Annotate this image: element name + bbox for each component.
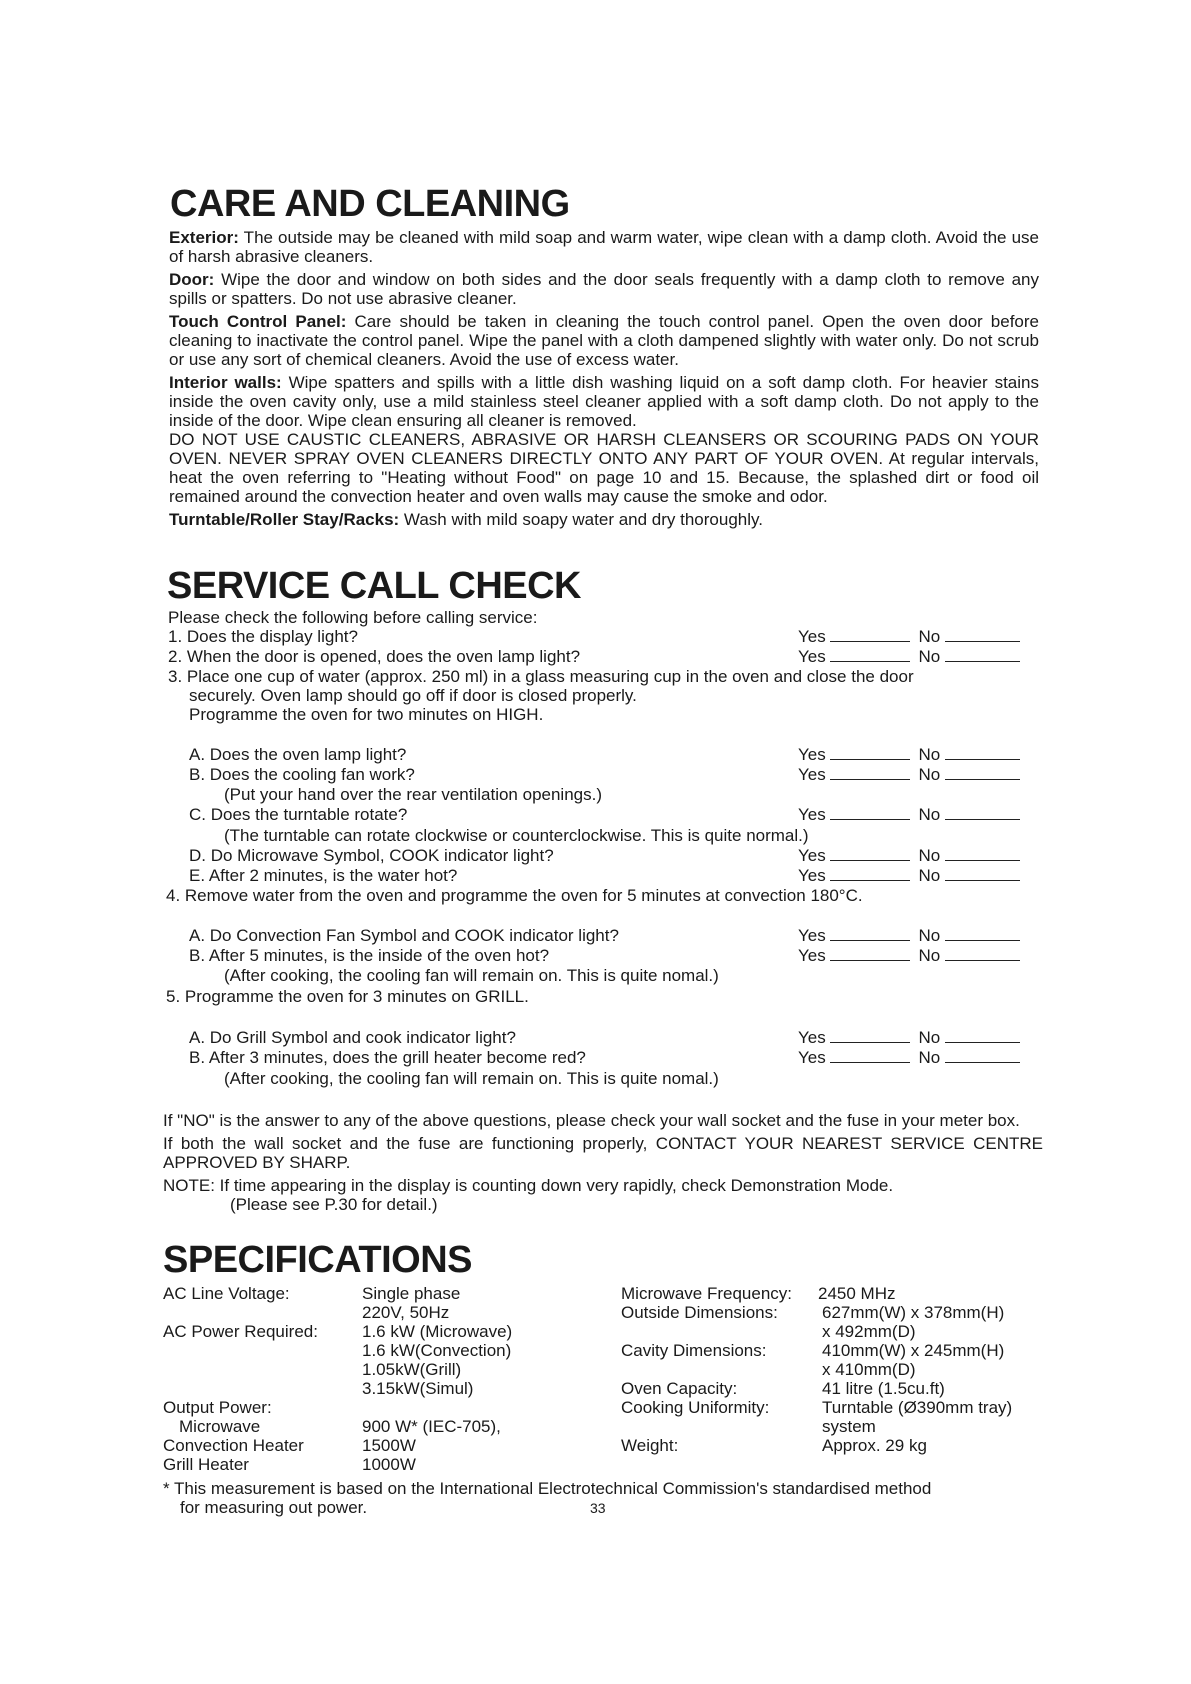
yes-label: Yes: [798, 765, 826, 784]
no-label: No: [918, 647, 941, 666]
convection-label: Convection Heater: [163, 1436, 304, 1455]
no-label: No: [918, 846, 941, 865]
exterior-paragraph: [169, 228, 1039, 266]
warning-paragraph: DO NOT USE CAUSTIC CLEANERS, ABRASIVE OR HARSH CLEANSERS OR SCOURING PADS ON YOUR OVEN. NEVER SPRAY OVEN CLEANERS DIRECTLY ONTO ANY PART OF YOUR OVEN. At regular intervals, heat the oven referring to "Heating without Food" on page 10 and 15. Because, the splashed dirt or food oil remained around the convection heater and oven walls may cause the smoke and odor.: [169, 430, 1039, 506]
answer-3c: [798, 805, 1020, 825]
panel-label: Touch Control Panel:: [169, 312, 347, 331]
page-number: 33: [590, 1500, 606, 1516]
ac-power-value-4: 3.15kW(Simul): [362, 1379, 474, 1398]
yes-blank: [830, 627, 910, 642]
question-5: 5. Programme the oven for 3 minutes on GRILL.: [166, 987, 529, 1006]
door-text: Wipe the door and window on both sides and the door seals frequently with a damp cloth to remove any spills or spatters. Do not use abrasive cleaner.: [169, 270, 1039, 308]
yes-blank: [830, 926, 910, 941]
service-footer-notes: [163, 1111, 1043, 1214]
question-3b: B. Does the cooling fan work?: [189, 765, 415, 784]
service-intro: Please check the following before calling service:: [168, 608, 538, 627]
no-label: No: [918, 946, 941, 965]
answer-3d: [798, 846, 1020, 866]
no-blank: [945, 926, 1020, 941]
output-power-label: Output Power:: [163, 1398, 272, 1417]
no-label: No: [918, 805, 941, 824]
question-5b-note: (After cooking, the cooling fan will remain on. This is quite nomal.): [224, 1069, 719, 1088]
no-blank: [945, 805, 1020, 820]
ac-line-value-2: 220V, 50Hz: [362, 1303, 450, 1322]
ac-power-value-2: 1.6 kW(Convection): [362, 1341, 512, 1360]
question-3-line3: Programme the oven for two minutes on HIGH.: [189, 705, 544, 724]
outside-dimensions-label: Outside Dimensions:: [621, 1303, 778, 1322]
yes-label: Yes: [798, 926, 826, 945]
no-label: No: [918, 627, 941, 646]
yes-blank: [830, 647, 910, 662]
question-3d: D. Do Microwave Symbol, COOK indicator light?: [189, 846, 554, 865]
answer-4a: [798, 926, 1020, 946]
convection-value: 1500W: [362, 1436, 416, 1455]
no-blank: [945, 1028, 1020, 1043]
outside-dimensions-value-2: x 492mm(D): [822, 1322, 916, 1341]
question-3-line2: securely. Oven lamp should go off if door is closed properly.: [189, 686, 637, 705]
specifications-heading: SPECIFICATIONS: [163, 1239, 472, 1281]
question-3a: A. Does the oven lamp light?: [189, 745, 407, 764]
no-blank: [945, 946, 1020, 961]
no-blank: [945, 765, 1020, 780]
question-5a: A. Do Grill Symbol and cook indicator light?: [189, 1028, 516, 1047]
question-4a: A. Do Convection Fan Symbol and COOK indicator light?: [189, 926, 619, 945]
ac-power-value-3: 1.05kW(Grill): [362, 1360, 462, 1379]
ac-line-label: AC Line Voltage:: [163, 1284, 290, 1303]
note-paragraph: NOTE: If time appearing in the display is counting down very rapidly, check Demonstration Mode.: [163, 1176, 894, 1195]
yes-label: Yes: [798, 866, 826, 885]
frequency-label: Microwave Frequency:: [621, 1284, 793, 1303]
if-both-paragraph: If both the wall socket and the fuse are functioning properly, CONTACT YOUR NEAREST SERVICE CENTRE APPROVED BY SHARP.: [163, 1134, 1043, 1172]
oven-capacity-value: 41 litre (1.5cu.ft): [822, 1379, 945, 1398]
ac-power-label: AC Power Required:: [163, 1322, 318, 1341]
microwave-label: Microwave: [179, 1417, 261, 1436]
no-label: No: [918, 1028, 941, 1047]
yes-label: Yes: [798, 745, 826, 764]
answer-3b: [798, 765, 1020, 785]
door-label: Door:: [169, 270, 215, 289]
exterior-label: Exterior:: [169, 228, 239, 247]
cavity-dimensions-value-2: x 410mm(D): [822, 1360, 916, 1379]
ac-power-value-1: 1.6 kW (Microwave): [362, 1322, 513, 1341]
door-paragraph: [169, 270, 1039, 308]
question-2: 2. When the door is opened, does the oven lamp light?: [168, 647, 581, 666]
no-blank: [945, 846, 1020, 861]
frequency-value: 2450 MHz: [818, 1284, 896, 1303]
yes-blank: [830, 1048, 910, 1063]
answer-5b: [798, 1048, 1020, 1068]
yes-label: Yes: [798, 627, 826, 646]
no-blank: [945, 866, 1020, 881]
yes-blank: [830, 745, 910, 760]
microwave-value: 900 W* (IEC-705),: [362, 1417, 501, 1436]
grill-label: Grill Heater: [163, 1455, 249, 1474]
question-4: 4. Remove water from the oven and programme the oven for 5 minutes at convection 180°C.: [166, 886, 863, 905]
no-blank: [945, 1048, 1020, 1063]
outside-dimensions-value-1: 627mm(W) x 378mm(H): [822, 1303, 1005, 1322]
ac-line-value-1: Single phase: [362, 1284, 461, 1303]
footnote-line-2: for measuring out power.: [180, 1498, 368, 1517]
question-3c-note: (The turntable can rotate clockwise or counterclockwise. This is quite normal.): [224, 826, 809, 845]
question-5b: B. After 3 minutes, does the grill heater become red?: [189, 1048, 586, 1067]
cavity-dimensions-value-1: 410mm(W) x 245mm(H): [822, 1341, 1005, 1360]
note-detail: (Please see P.30 for detail.): [230, 1195, 438, 1214]
no-label: No: [918, 926, 941, 945]
yes-label: Yes: [798, 846, 826, 865]
panel-paragraph: [169, 312, 1039, 369]
weight-label: Weight:: [621, 1436, 679, 1455]
cooking-uniformity-value-1: Turntable (Ø390mm tray): [822, 1398, 1013, 1417]
answer-5a: [798, 1028, 1020, 1048]
footnote-line-1: * This measurement is based on the International Electrotechnical Commission's standardised method: [163, 1479, 932, 1498]
service-check-heading: SERVICE CALL CHECK: [167, 565, 581, 607]
question-3b-note: (Put your hand over the rear ventilation openings.): [224, 785, 603, 804]
cooking-uniformity-label: Cooking Uniformity:: [621, 1398, 770, 1417]
yes-blank: [830, 805, 910, 820]
no-label: No: [918, 866, 941, 885]
question-4b: B. After 5 minutes, is the inside of the oven hot?: [189, 946, 550, 965]
no-blank: [945, 745, 1020, 760]
question-3: 3. Place one cup of water (approx. 250 ml) in a glass measuring cup in the oven and close the door: [168, 667, 914, 686]
answer-1: [798, 627, 1020, 647]
interior-paragraph: [169, 373, 1039, 430]
no-blank: [945, 647, 1020, 662]
panel-text: Care should be taken in cleaning the touch control panel. Open the oven door before cleaning to inactivate the control panel. Wipe the panel with a cloth dampened slightly with water only. Do not scrub or use any sort of chemical cleaners. Avoid the use of excess water.: [169, 312, 1039, 369]
question-1: 1. Does the display light?: [168, 627, 358, 646]
cooking-uniformity-value-2: system: [822, 1417, 876, 1436]
weight-value: Approx. 29 kg: [822, 1436, 927, 1455]
grill-value: 1000W: [362, 1455, 416, 1474]
yes-label: Yes: [798, 1048, 826, 1067]
interior-text: Wipe spatters and spills with a little dish washing liquid on a soft damp cloth. For heavier stains inside the oven cavity only, use a mild stainless steel cleaner applied with a soft damp cloth. Do not apply to the inside of the door. Wipe clean ensuring all cleaner is removed.: [169, 373, 1039, 430]
yes-label: Yes: [798, 805, 826, 824]
cavity-dimensions-label: Cavity Dimensions:: [621, 1341, 767, 1360]
no-label: No: [918, 765, 941, 784]
turntable-label: Turntable/Roller Stay/Racks:: [169, 510, 400, 529]
turntable-paragraph: [169, 510, 1039, 529]
yes-label: Yes: [798, 1028, 826, 1047]
care-cleaning-heading: CARE AND CLEANING: [170, 183, 570, 225]
exterior-text: The outside may be cleaned with mild soap and warm water, wipe clean with a damp cloth. Avoid the use of harsh abrasive cleaners.: [169, 228, 1039, 266]
yes-blank: [830, 765, 910, 780]
answer-3a: [798, 745, 1020, 765]
no-label: No: [918, 745, 941, 764]
care-cleaning-body: [169, 228, 1039, 529]
interior-label: Interior walls:: [169, 373, 282, 392]
yes-blank: [830, 846, 910, 861]
answer-2: [798, 647, 1020, 667]
question-3e: E. After 2 minutes, is the water hot?: [189, 866, 458, 885]
no-blank: [945, 627, 1020, 642]
yes-blank: [830, 866, 910, 881]
oven-capacity-label: Oven Capacity:: [621, 1379, 738, 1398]
yes-label: Yes: [798, 946, 826, 965]
no-label: No: [918, 1048, 941, 1067]
answer-3e: [798, 866, 1020, 886]
question-3c: C. Does the turntable rotate?: [189, 805, 408, 824]
yes-blank: [830, 946, 910, 961]
yes-blank: [830, 1028, 910, 1043]
turntable-text: Wash with mild soapy water and dry thoroughly.: [399, 510, 763, 529]
question-4b-note: (After cooking, the cooling fan will remain on. This is quite nomal.): [224, 966, 719, 985]
if-no-paragraph: If "NO" is the answer to any of the above questions, please check your wall socket and the fuse in your meter box.: [163, 1111, 1020, 1130]
yes-label: Yes: [798, 647, 826, 666]
answer-4b: [798, 946, 1020, 966]
